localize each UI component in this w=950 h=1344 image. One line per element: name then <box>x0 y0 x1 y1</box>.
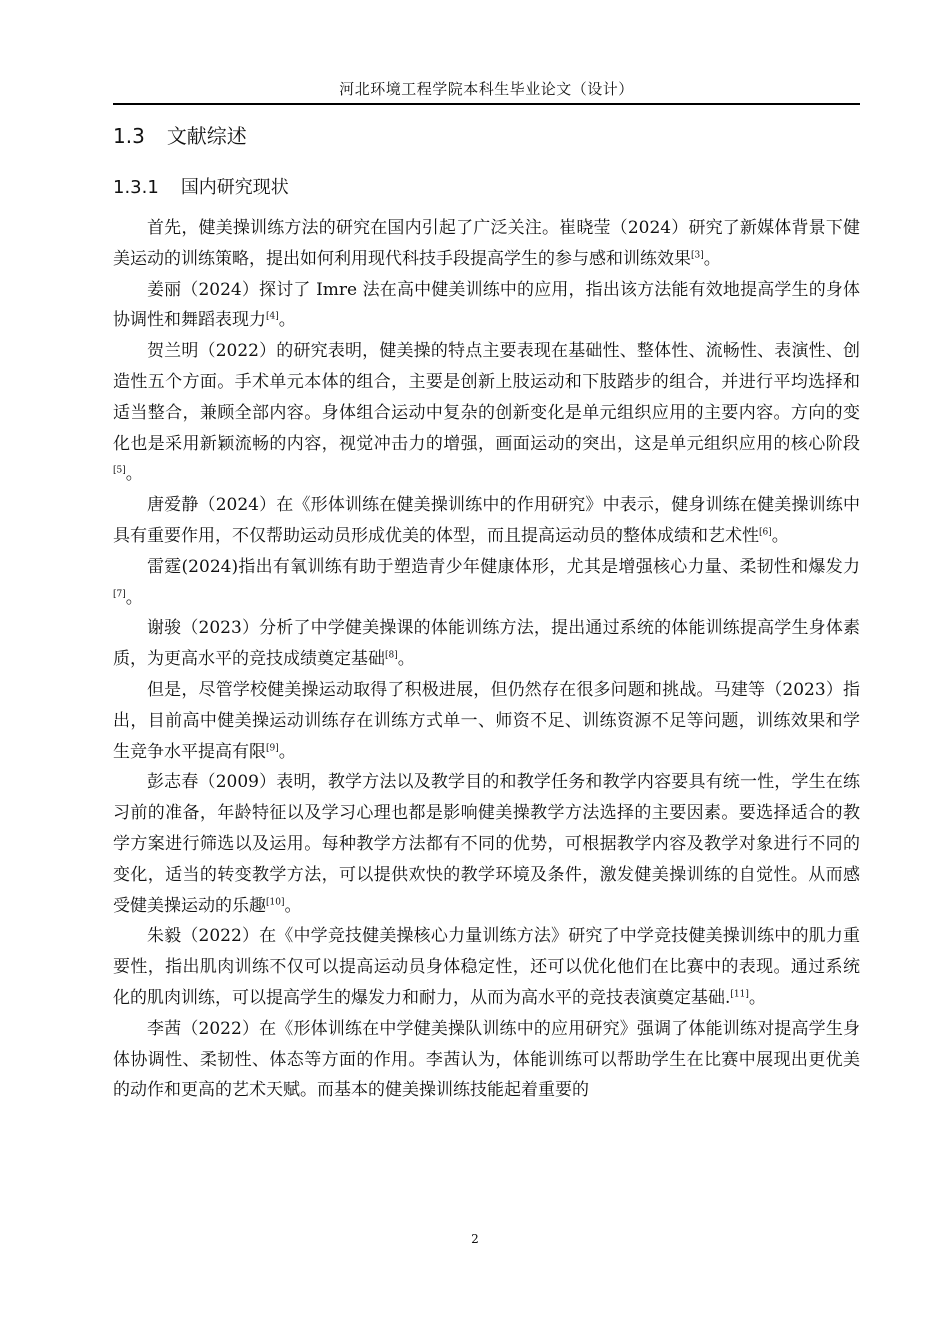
page-number: 2 <box>471 1232 479 1246</box>
paragraph: 朱毅（2022）在《中学竞技健美操核心力量训练方法》研究了中学竞技健美操训练中的肌力重要性，指出肌肉训练不仅可以提高运动员身体稳定性，还可以优化他们在比赛中的表现。通过系统化的肌肉训练，可以提高学生的爆发力和耐力，从而为高水平的竞技表演奠定基础.[11]。 <box>113 926 860 1008</box>
subsection-heading <box>113 173 289 199</box>
paragraph: 首先，健美操训练方法的研究在国内引起了广泛关注。崔晓莹（2024）研究了新媒体背景下健美运动的训练策略，提出如何利用现代科技手段提高学生的参与感和训练效果[3]。 <box>113 218 860 269</box>
citation: [6] <box>759 527 772 538</box>
body-text <box>113 213 860 1106</box>
citation: [5] <box>113 465 126 476</box>
page-header <box>113 73 860 105</box>
paragraph: 彭志春（2009）表明，教学方法以及教学目的和教学任务和教学内容要具有统一性，学生在练习前的准备，年龄特征以及学习心理也都是影响健美操教学方法选择的主要因素。要选择适合的教学方案进行筛选以及运用。每种教学方法都有不同的优势，可根据教学内容及教学对象进行不同的变化，适当的转变教学方法，可以提供欢快的教学环境及条件，激发健美操训练的自觉性。从而感受健美操运动的乐趣[10]。 <box>113 772 860 916</box>
subsection-number: 1.3.1 <box>113 177 159 198</box>
citation: [3] <box>691 250 704 261</box>
citation: [9] <box>266 742 279 753</box>
paragraph: 但是，尽管学校健美操运动取得了积极进展，但仍然存在很多问题和挑战。马建等（2023）指出，目前高中健美操运动训练存在训练方式单一、师资不足、训练资源不足等问题，训练效果和学生竞争水平提高有限[9]。 <box>113 679 860 762</box>
section-number: 1.3 <box>113 124 145 148</box>
citation: [4] <box>266 311 279 322</box>
section-heading <box>113 120 247 149</box>
citation: [7] <box>113 588 126 599</box>
section-title: 文献综述 <box>166 124 247 148</box>
paragraph: 唐爱静（2024）在《形体训练在健美操训练中的作用研究》中表示，健身训练在健美操训练中具有重要作用，不仅帮助运动员形成优美的体型，而且提高运动员的整体成绩和艺术性[6]。 <box>113 495 860 546</box>
paragraph: 李茜（2022）在《形体训练在中学健美操队训练中的应用研究》强调了体能训练对提高学生身体协调性、柔韧性、体态等方面的作用。李茜认为，体能训练可以帮助学生在比赛中展现出更优美的动作和更高的艺术天赋。而基本的健美操训练技能起着重要的 <box>113 1018 860 1101</box>
paragraph: 姜丽（2024）探讨了 Imre 法在高中健美训练中的应用，指出该方法能有效地提高学生的身体协调性和舞蹈表现力[4]。 <box>113 279 860 331</box>
paragraph: 贺兰明（2022）的研究表明，健美操的特点主要表现在基础性、整体性、流畅性、表演性、创造性五个方面。手术单元本体的组合，主要是创新上肢运动和下肢踏步的组合，并进行平均选择和适当整合，兼顾全部内容。身体组合运动中复杂的创新变化是单元组织应用的主要内容。方向的变化也是采用新颖流畅的内容，视觉冲击力的增强，画面运动的突出，这是单元组织应用的核心阶段[5]。 <box>113 341 860 485</box>
paragraph: 谢骏（2023）分析了中学健美操课的体能训练方法，提出通过系统的体能训练提高学生身体素质，为更高水平的竞技成绩奠定基础[8]。 <box>113 618 860 670</box>
paragraph: 雷霆(2024)指出有氧训练有助于塑造青少年健康体形，尤其是增强核心力量、柔韧性和爆发力[7]。 <box>113 556 860 608</box>
citation: [8] <box>385 650 398 661</box>
citation: [10] <box>266 896 285 907</box>
subsection-title: 国内研究现状 <box>180 177 289 198</box>
citation: [11] <box>730 989 749 1000</box>
header-title: 河北环境工程学院本科生毕业论文（设计） <box>339 80 634 98</box>
